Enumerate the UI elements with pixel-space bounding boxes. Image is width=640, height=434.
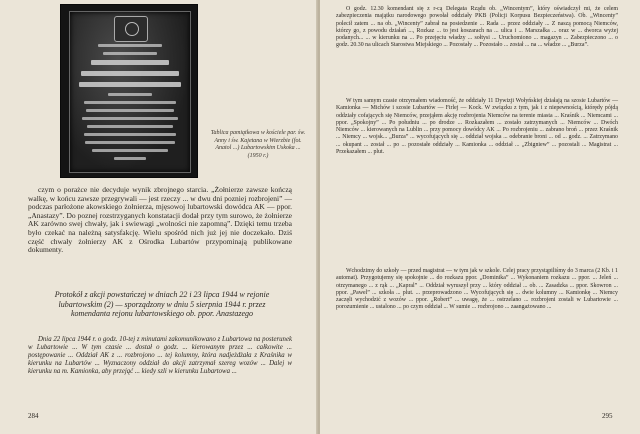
body-paragraph (336, 268, 618, 312)
right-page (320, 0, 640, 434)
plaque-inscription (76, 44, 184, 165)
paragraph-text: czym o porażce nie decyduje wynik zbrojnego starcia. „Żołnierze zawsze kończą walkę, w końcu zawsze przegrywali — jest rzeczy ... w dwu dni pozniej rozbrojeni” — podczas parłożone akowskiego żołnierza, mjęsowoj lubartowski dowódca AK — ppor. „Anastazy”. Do poznej rozstrzyganych konstatacji dodał przy tym surowo, że żołnierze AK zarówno swej chwały, jak i swiewagi „wolności nie zapomną”. Dzięki temu trzeba było czekać na należną satysfakcję. Wielu spośród nich już jej nie doczekało. Dziś część chwały żołnierzy AK z Ośrodka Lubartów przypominają publikowane dokumenty. (28, 185, 292, 255)
protocol-heading: Protokół z akcji powstańczej w dniach 22 i 23 lipca 1944 w rejonie lubartowskim (2) — sporządzony w dniu 5 sierpnia 1944 r. przez komendanta rejonu lubartowskiego ob. ppor. Anastazego (54, 290, 270, 318)
protocol-body (28, 336, 292, 376)
paragraph-text: Wchodzimy do szkoły — przed magistrat — w tym jak w szkole. Celej pracy przystąpiliśmy do 3 marca (2 Kb. i 1 automat). Przygotujemy się spokojnie ... do rozkazu ppor. „Dominika” ... Wykonaniem rozkazu ... ppor. ... Jeleń ... otrzymanego ... z rąk ... „Kapral” ... Oddział wyruszył przy ... który oddział ... ob. ... Zasadzka ... ppor. Skowron ... ppor. „Pawel” ... szkoła ... plut. ... przeprowadzono ... Wycofujących się ... dwie kolumny ... Kamionkę ... Niemcy zaczęli wychodzić z wozów ... ppor. „Robert” ... uwagę, że ... ostrzelano ... rozbrojeni zostali w Lubartowie ... porozumienie ... ustalono ... po czym oddział ... W sumie ... rozbrojono ... zaangażowano ... (336, 268, 618, 311)
photo-caption: Tablica pamiątkowa w kościele par. św. Anny i św. Kajetana w Wierzbie (fot. Anatol ...) Lubartowskim Uskoka ... (1950 r.) (210, 130, 306, 159)
body-paragraph (336, 98, 618, 156)
page-number: 284 (28, 412, 39, 420)
body-paragraph (336, 6, 618, 50)
paragraph-text: W tym samym czasie otrzymałem wiadomość, że oddziały 11 Dywizji Wołyńskiej działają na szosie Lubartów — Kamionka — Michów i szosie Lubartów — Firlej — Kock. W związku z tym, jak i z niepewnością, którędy pójdą oddziały cofających się Niemców, przejąłem akcję rozbrojenia Niemców na terenie miasta ... Kraśnik ... Niemcami ... ppor. „Spokojny” ... Po południu ... po drodze ... Rozkazałem ... zostało zatrzymanych ... Niemców ... Dwóch Niemców ... kierowanych na Lublin ... przy pomocy dowódcy AK ... Po rozbrojeniu ... zabrano broń ... przez Kraśnik ... Niemcy ... wojsk... „Burza” ... wycofujących się ... oddział wojska ... odebranie broni ... od ... godz. ... Zatrzymano ... okupant ... został ... po ... pozostałe oddziały ... Kamionka ... oddział ... „Zbigniew” ... pozostali ... Magistrat ... Przekazałem ... plut. (336, 98, 618, 155)
plaque-emblem-icon (114, 16, 148, 42)
body-paragraph (28, 186, 292, 255)
left-page (0, 0, 318, 434)
paragraph-text: Dnia 22 lipca 1944 r. o godz. 10-tej z minutami zakomunikowano z Lubartowa na posterunek w Lubartowie ... W tym czasie ... dostał o godz. ... kierowanym przez ... całkowite ... postępowanie ... Oddział AK z ... rozbrojono ... tej kolumny, która nadjeżdżała z Kraśnika w kierunku na Lubartów ... Wyznaczony oddział do akcji zatrzymał szereg wozów ... Dalej w kierunku na m. Kamionka, aby przejąć ... kiedy szli w kierunku Lubartowa ... (28, 336, 292, 376)
plaque-photo (60, 4, 198, 178)
memorial-plaque (69, 11, 191, 173)
paragraph-text: O godz. 12.30 komendant się z r-cą Delegata Rządu ob. „Wincentym”, który oświadczył mi, że celem zabezpieczenia majątku narodowego powołał oddziały PKB (Policji Korpusu Bezpieczeństwa). Ob. „Wincenty” polecił zatem ... na ob. „Wincenty” zabrał na posiedzenie ... Rada ... przez oddziały ... Z naszą pomocą Niemców, którzy go, z powodu działań ..., Rozkaz ... to jest koszarach na ... ulica i ... Marszałka ... oraz w ... dworca wyżej podanych... ... w kierunku na ... Po przejęciu władzy ... sołtysi ... Uruchomiono ... magazyn ... Zabezpieczono ... o godz. 20.30 na ulicach Starostwa Miejskiego ... Pozostały ... Pozostało ... został ... na ... władze ... „Burza”. (336, 6, 618, 49)
page-number: 295 (602, 412, 613, 420)
